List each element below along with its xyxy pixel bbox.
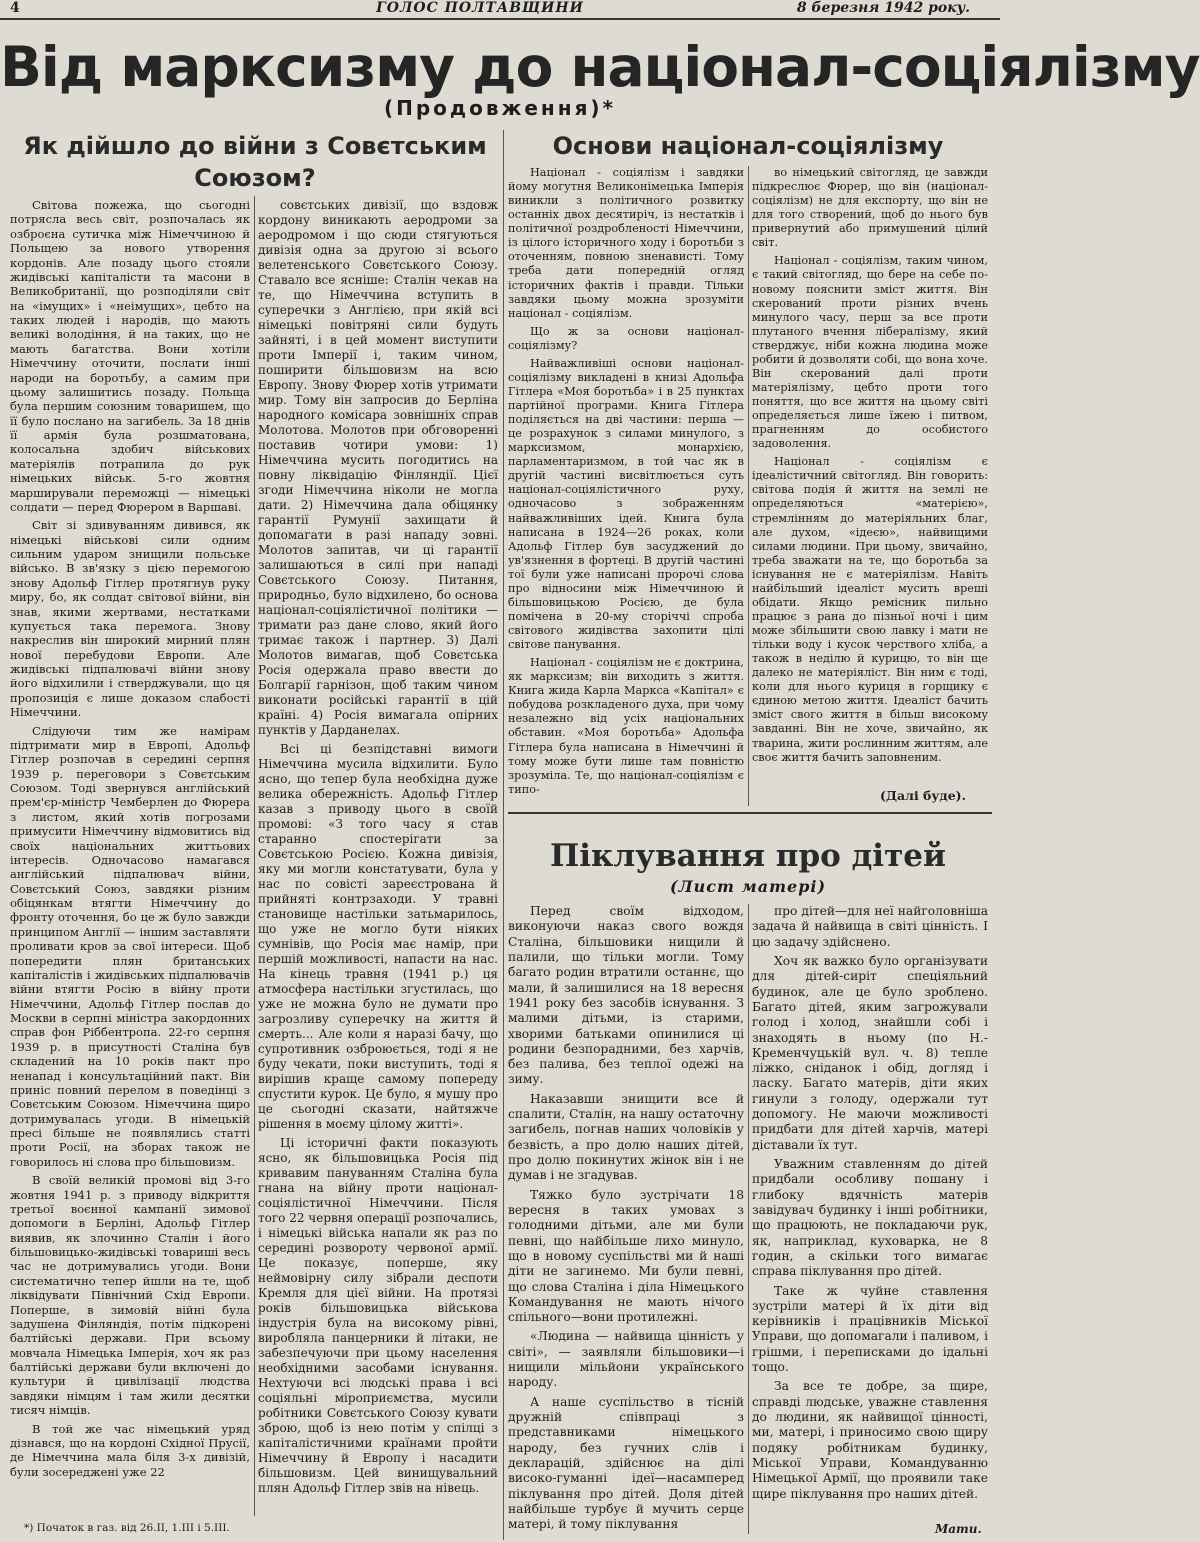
paragraph: Націонал - соціялізм, таким чином, є такий світогляд, що бере на себе по-новому пояснити зміст життя. Він скерований проти різних вчень минулого часу, перш за все проти плутаного вчення лібералізму, який стверджує, ніби кожна людина може робити й дозволяти собі, що вона хоче. Він скерований далі проти матеріялізму, цебто проти того поняття, що все життя на цьому світі определяється лише їжею і питвом, прагненням до особистого задоволення. bbox=[752, 254, 988, 451]
paragraph: «Людина — найвища цінність у світі», — заявляли більшовики—і нищили мільйони українського народу. bbox=[508, 1329, 744, 1390]
paragraph: Найважливіші основи націонал-соціялізму викладені в книзі Адольфа Гітлера «Моя боротьба» і в 25 пунктах партійної програми. Книга Гітлера поділяється на дві частини: перша — це розрахунок з силами минулого, з марксизмом, монархією, парламентаризмом, в той час як в другій частині висвітлюється суть націонал-соціялістичного руху, одночасово з зображенням найважливіших ідей. Книга була написана в 1924—26 роках, коли Адольф Гітлер був засуджений до ув'язнення в фортеці. В другій частині тої були уже написані пророчі слова про відносини між Німеччиною й більшовицькою Росією, де була помічена в 20-му сторіччі спроба світового жидівства захопити цілі світове панування. bbox=[508, 356, 744, 652]
paragraph: Націонал - соціялізм не є доктрина, як марксизм; він виходить з життя. Книга жида Карла Маркса «Капітал» є побудова розкладеного духа, при чому незалежно від усіх національних обставин. «Моя боротьба» Адольфа Гітлера була написана в Німеччині й тому може бути лише там повністю зрозуміла. Те, що націонал-соціялізм є типо- bbox=[508, 656, 744, 796]
paragraph: совєтських дивізії, що вздовж кордону виникають аеродроми за аеродромом і що сюди стягуються дивізія одна за другою зі всього велетенського Совєтського Союзу. Ставало все ясніше: Сталін чекав на те, що Німеччина вступить в суперечки з Англією, при якій всі німецькі повітряні сили будуть зайняті, і в цей момент виступити проти Імперії і, таким чином, поширити більшовизм на всю Европу. Знову Фюрер хотів утримати мир. Тому він запросив до Берліна народного комісара зовнішніх справ Молотова. Молотов при обговоренні поставив чотири умови: 1) Німеччина мусить погодитись на повну ліквідацію Фінляндії. Цієї згоди Німеччина ніколи не могла дати. 2) Німеччина дала обіцянку гарантії Румунії захищати й допомагати в разі нападу зовні. Молотов запитав, чи ці гарантії залишаються в силі при нападі Совєтського Союзу. Питання, природньо, було відхилено, бо основа націонал-соціялістичної політики — тримати раз дане слово, який його тримає також і партнер. 3) Далі Молотов вимагав, щоб Совєтська Росія одержала право ввести до Болгарії гарнізон, щоб таким чином виконати російські гарантії в цій країні. 4) Росія вимагала опірних пунктів у Дарданелах. bbox=[258, 198, 498, 737]
paragraph: А наше суспільство в тісній дружній співпраці з представниками німецького народу, без гучних слів і декларацій, здійснює на ділі високо-гуманні ідеї—насамперед піклування про дітей. Доля дітей найбільше турбує й мучить серце матері, й тому піклування bbox=[508, 1394, 744, 1532]
to-be-continued-note: (Далі буде). bbox=[880, 788, 966, 803]
article-subtitle: (Лист матері) bbox=[669, 877, 827, 896]
paragraph: Слідуючи тим же намірам підтримати мир в Европі, Адольф Гітлер розпочав в середині серпня 1939 р. переговори з Совєтським Союзом. Тоді звернувся англійський прем'єр-міністр Чемберлен до Фюрера з листом, який хотів погрозами примусити Німеччину відмовитись від своїх національних життьових інтересів. Одночасово намагався англійський підпалювач війни, Совєтський Союз, завдяки різним обіцянкам втягти Німеччину до фронту оточення, бо це ж було завжди принципом Англії — іншим заставляти проливати кров за свої інтереси. Щоб попередити плян британських капіталістів і жидівських підпалювачів війни втягти Росію в війну проти Німеччини, Адольф Гітлер послав до Москви в серпні міністра закордонних справ фон Ріббентропа. 22-го серпня 1939 р. в присутності Сталіна був складений на 10 років пакт про ненапад і консультаційний пакт. Він приніс повний перелом в поведінці з Совєтським Союзом. Німеччина щиро дотримувалась угоди. В німецькій пресі більше не появлялись статті проти Росії, на зборах також не говорилось ні слова про більшовизм. bbox=[10, 723, 250, 1169]
paragraph: Перед своїм відходом, виконуючи наказ свого вождя Сталіна, більшовики нищили й палили, що тільки могли. Тому багато родин втратили останнє, що мали, й залишилися на 18 вересня 1941 року без засобів існування. З малими дітьми, із старими, хворими батьками опинилися ці родини безпорадними, без харчів, без палива, без теплої одежі на зиму. bbox=[508, 904, 744, 1087]
page-header bbox=[0, 0, 1000, 20]
paragraph: Світ зі здивуванням дивився, як німецькі військові сили одним сильним ударом знищили польське військо. В зв'язку з цією перемогою знову Адольф Гітлер протягнув руку миру, бо, як солдат світової війни, він знав, якими жертвами, нестатками купується така перемога. Знову накреслив він широкий мирний плян нової перебудови Европи. Але жидівські підпалювачі війни знову його відхилили і стверджували, що ця пропозиція є лише доказом слабості Німеччини. bbox=[10, 518, 250, 720]
column-rule bbox=[254, 196, 255, 1516]
paragraph: В своїй великій промові від 3-го жовтня 1941 р. з приводу відкриття третьої воєнної кампанії зимової допомоги в Берліні, Адольф Гітлер виявив, як злочинно Сталін і його більшовицько-жидівські товариші весь час не дотримувались угоди. Вони систематично тепер йшли на те, щоб ліквідувати Північний Схід Европи. Поперше, в зимовій війні була задушена Фінляндія, потім підкорені балтійські держави. При всьому мовчала Німецька Імперія, хоч як раз балтійські держави були включені до культури й цивілізації людства завдяки німцям і там жили десятки тисяч німців. bbox=[10, 1173, 250, 1418]
continued-label: (Продовження)* bbox=[383, 96, 617, 120]
article-column-5 bbox=[508, 904, 744, 1540]
section-title-war: Як дійшло до війни з Совєтським Союзом? bbox=[23, 132, 487, 192]
paragraph: Наказавши знищити все й спалити, Сталін, на нашу остаточну загибель, погнав наших чоловіків у безвість, а про долю наших дітей, про долю покинутих жінок він і не думав і не згадував. bbox=[508, 1091, 744, 1183]
article-column-2 bbox=[258, 198, 498, 1536]
column-rule bbox=[748, 904, 749, 1534]
section-title-childcare: Піклування про дітей bbox=[549, 838, 947, 874]
newspaper-name: ГОЛОС ПОЛТАВЩИНИ bbox=[376, 0, 584, 16]
paragraph: Націонал - соціялізм є ідеалістичний світогляд. Він говорить: світова подія й життя на землі не определяються «матерією», стремлінням до матеріяльних благ, але духом, «ідеєю», найвищими силами людини. При цьому, звичайно, треба зважати на те, що боротьба за існування не є матеріялізм. Навіть найбільший ідеаліст мусить вреші обідати. Якщо ремісник пильно працює з рана до пізньої ночі і цим може збільшити свою лавку і мати не тільки воду і кусок черствого хліба, а також в неділю й курицю, то він ще далеко не матеріяліст. Він ним є тоді, коли для нього куриця в горщику є єдиною метою життя. Ідеаліст бачить зміст свого життя в більш високому завданні. Він не хоче, звичайно, як тварина, жити рослинним життям, але своє життя бачить заповненим. bbox=[752, 455, 988, 764]
issue-date: 8 березня 1942 року. bbox=[796, 0, 970, 16]
column-rule bbox=[748, 166, 749, 806]
paragraph: Уважним ставленням до дітей придбали особливу пошану і глибоку вдячність матерів завідувач будинку і інші робітники, що працюють, не покладаючи рук, як, наприклад, куховарка, не 8 годин, а скільки того вимагає справа піклування про дітей. bbox=[752, 1157, 988, 1279]
paragraph: В той же час німецький уряд дізнався, що на кордоні Східної Прусії, де Німеччина мала біля 3-х дивізій, були зосереджені уже 22 bbox=[10, 1421, 250, 1479]
footnote: *) Початок в газ. від 26.II, 1.III і 5.III. bbox=[24, 1522, 230, 1534]
article-column-3 bbox=[508, 166, 744, 806]
article-column-4 bbox=[752, 166, 988, 786]
paragraph: Світова пожежа, що сьогодні потрясла весь світ, розпочалась як озброєна сутичка між Німеччиною й Польщею за нового утворення кордонів. Але позаду цього стояли жидівські капіталісти та масони в Великобританії, що розподіляли світ на «імущих» і «неімущих», цебто на таких людей і народів, що мають великі володіння, й на таких, що не мають багатства. Вони хотіли Німеччину оточити, послати інші народи на боротьбу, а самим при цьому залишитись позаду. Польща була першим союзним товаришем, що її було послано на загибель. За 18 днів її армія була розшматована, колосальна здобич військових матеріялів потрапила до рук німецьких військ. 5-го жовтня марширували переможці — німецькі солдати — перед Фюрером в Варшаві. bbox=[10, 198, 250, 514]
paragraph: про дітей—для неї найголовніша задача й найвища в світі цінність. І цю задачу здійснено. bbox=[752, 904, 988, 949]
paragraph: Що ж за основи націонал-соціялізму? bbox=[508, 324, 744, 352]
author-signature: Мати. bbox=[935, 1522, 982, 1536]
paragraph: За все те добре, за щире, справді людське, уважне ставлення до людини, як найвищої цінності, ми, матері, і приносимо свою щиру подяку робітникам будинку, Міської Управи, Командуванню Німецької Армії, що проявили таке щире піклування про наших дітей. bbox=[752, 1379, 988, 1501]
article-column-1 bbox=[10, 198, 250, 1516]
paragraph: Всі ці безпідставні вимоги Німеччина мусила відхилити. Було ясно, що тепер була необхідна дуже велика обережність. Адольф Гітлер казав з приводу цього в своїй промові: «З того часу я став старанно спостерігати за Совєтською Росією. Кожна дивізія, яку ми могли констатувати, була у нас по совісті зареєстрована й прийняті контрзаходи. У травні становище настільки затьмарилось, що уже не могло бути ніяких сумнівів, що Росія має намір, при першій можливості, напасти на нас. На кінець травня (1941 р.) ця атмосфера настільки згустилась, що уже не можна було не думати про загрозливу суперечку на життя й смерть... Але коли я наразі бачу, що супротивник озброюється, тоді я не буду чекати, поки виступить, тоді я вирішив краще самому попереду спустити курок. Це було, я мушу про це сьогодні сказати, найтяжче рішення в моєму цілому житті». bbox=[258, 742, 498, 1131]
paragraph: Таке ж чуйне ставлення зустріли матері й їх діти від керівників і працівників Міської Управи, що допомагали і паливом, і грішми, і переписками до ідальні тощо. bbox=[752, 1283, 988, 1375]
page-number: 4 bbox=[10, 0, 20, 16]
paragraph: во німецький світогляд, це завжди підкреслює Фюрер, що він (націонал-соціялізм) не для експорту, що він не для того створений, щоб до нього був привернутий або примушений цілий світ. bbox=[752, 166, 988, 250]
main-headline: Від марксизму до націонал-соціялізму bbox=[0, 35, 1200, 99]
paragraph: Ці історичні факти показують ясно, як більшовицька Росія під кривавим пануванням Сталіна була гнана на війну проти націонал-соціялістичної Німеччини. Після того 22 червня операції розпочались, і німецькі війська напали як раз по середині розвороту червоної армії. Це показує, поперше, яку неймовірну силу зібрали деспоти Кремля для цієї війни. На протязі років більшовицька військова індустрія була на високому рівні, виробляла панцерники й літаки, не забезпечуючи при цьому населення необхідними засобами існування. Нехтуючи всі людські права і всі соціяльні міроприємства, мусили робітники Совєтського Союзу кувати зброю, щоб із нею потім у спілці з капіталістичними країнами пройти Німеччину й Европу і насадити більшовизм. Цей винищувальний плян Адольф Гітлер звів на нівець. bbox=[258, 1136, 498, 1495]
column-rule bbox=[503, 130, 504, 1540]
section-divider bbox=[508, 812, 992, 814]
article-column-6 bbox=[752, 904, 988, 1518]
paragraph: Націонал - соціялізм і завдяки йому могутня Великонімецька Імперія виникли з політичного розвитку останніх двох десятиріч, із нестатків і політичної роздробленості Німеччини, із цілого історичного ходу і боротьби з оточенням, повною зненависті. Тому треба дати попередній огляд історичних фактів і правди. Тільки завдяки цьому можна зрозуміти націонал - соціялізм. bbox=[508, 166, 744, 320]
paragraph: Хоч як важко було організувати для дітей-сиріт спеціяльний будинок, але це було зроблено. Багато дітей, яким загрожували голод і холод, знайшли собі і знаходять в ньому (по Н.-Кременчуцькій вул. ч. 8) тепле ліжко, сніданок і обід, догляд і ласку. Багато матерів, діти яких гинули з голоду, одержали тут допомогу. Не маючи можливості придбати для дітей харчів, матері діставали їх тут. bbox=[752, 953, 988, 1152]
paragraph: Тяжко було зустрічати 18 вересня в таких умовах з голодними дітьми, але ми були певні, що найбільше лихо минуло, що в новому суспільстві ми й наші діти не загинемо. Ми були певні, що слова Сталіна і діла Німецького Командування не мають нічого спільного—вони протилежні. bbox=[508, 1187, 744, 1325]
section-title-foundations: Основи націонал-соціялізму bbox=[552, 132, 944, 160]
